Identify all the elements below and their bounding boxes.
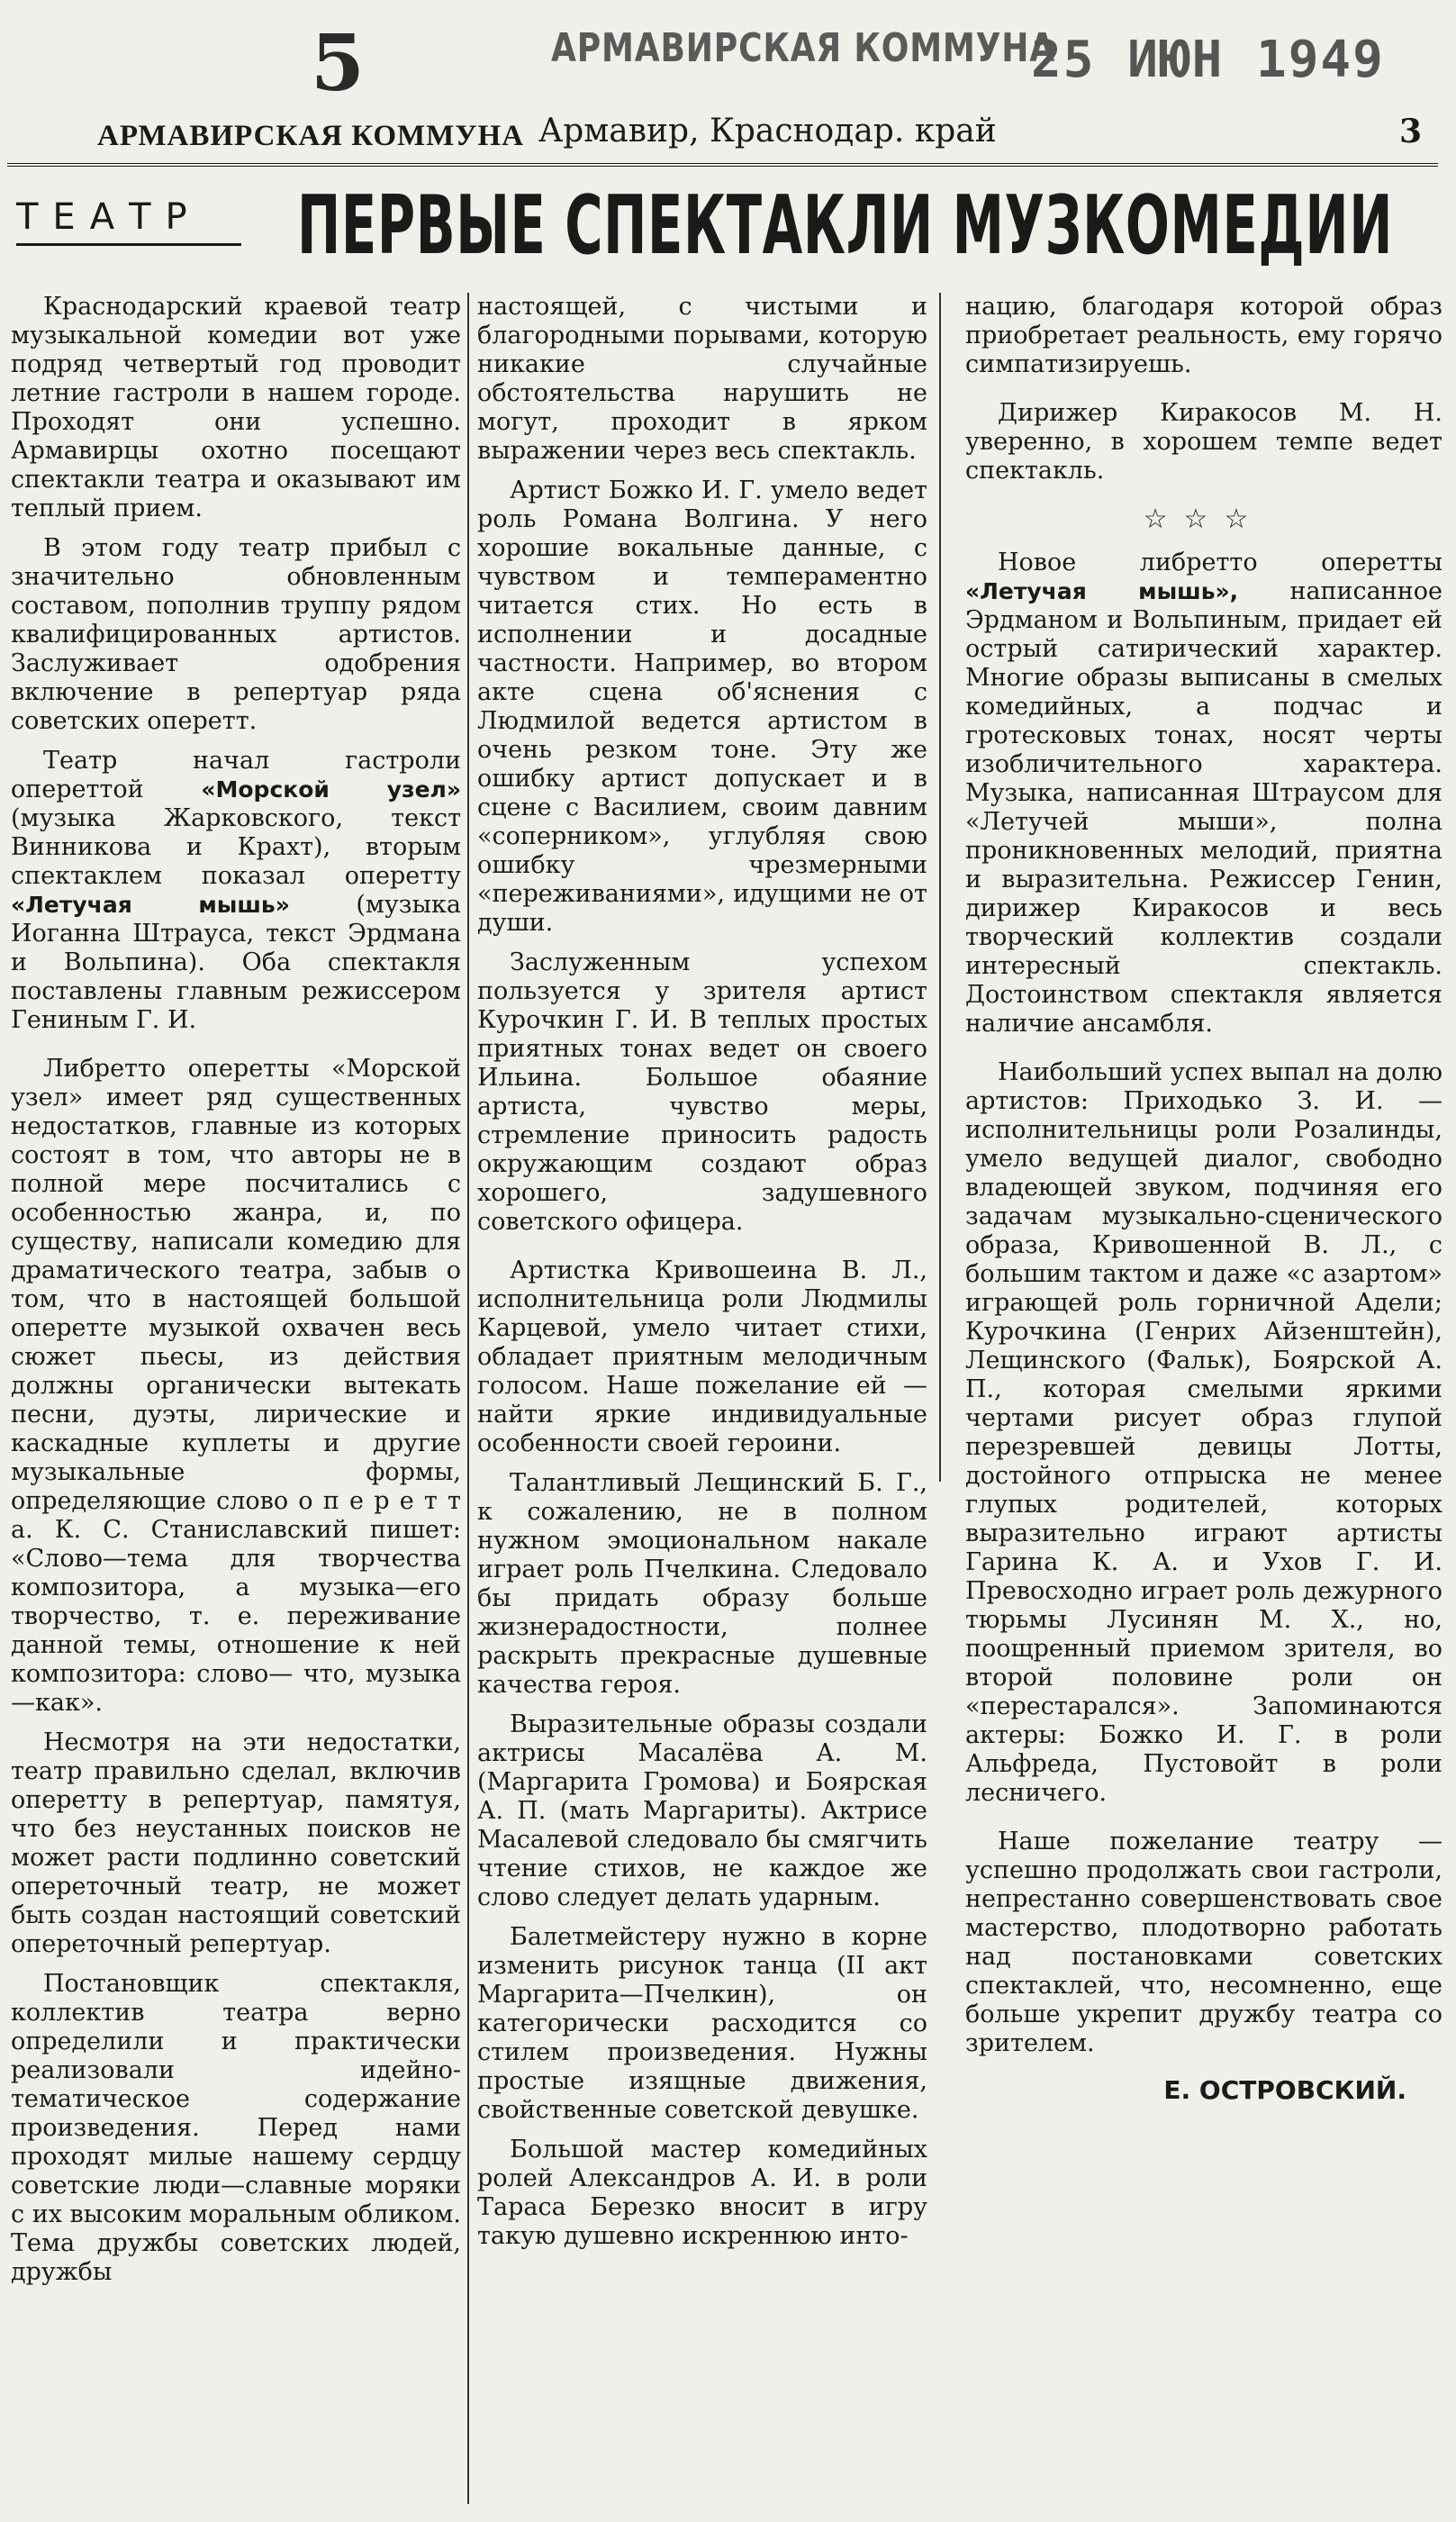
article-headline: ПЕРВЫЕ СПЕКТАКЛИ МУЗКОМЕДИИ bbox=[297, 178, 1394, 273]
paragraph: В этом году театр прибыл с значительно обновленным составом, пополнив труппу рядом квалифицированных артистов. Заслуживает одобрения включение в репертуар ряда советских оперетт. bbox=[11, 534, 461, 735]
section-break-stars: ☆☆☆ bbox=[1143, 503, 1265, 535]
paragraph: Дирижер Киракосов М. Н. уверенно, в хорошем темпе ведет спектакль. bbox=[965, 399, 1442, 485]
paragraph: Балетмейстеру нужно в корне изменить рисунок танца (II акт Маргарита—Пчелкин), он категорически расходится со стилем произведения. Нужны простые изящные движения, свойственные советской девушке. bbox=[477, 1923, 927, 2124]
article-column-1 bbox=[11, 293, 461, 2298]
masthead bbox=[7, 104, 1438, 167]
masthead-page-number: 3 bbox=[1398, 113, 1422, 150]
masthead-place: Армавир, Краснодар. край bbox=[538, 113, 997, 150]
text-run: (музыка Иоганна Штрауса, текст Эрдмана и Вольпина). Оба спектакля поставлены главным режиссером Гениным Г. И. bbox=[11, 891, 461, 1034]
paragraph: настоящей, с чистыми и благородными порывами, которую никакие случайные обстоятельства нарушить не могут, проходит в ярком выражении через весь спектакль. bbox=[477, 293, 927, 465]
author-signature: Е. ОСТРОВСКИЙ. bbox=[1163, 2075, 1406, 2105]
play-title: «Летучая мышь», bbox=[965, 578, 1239, 604]
paragraph: Наше пожелание театру — успешно продолжать свои гастроли, непрестанно совершенствовать свое мастерство, плодотворно работать над постановками советских спектаклей, что, несомненно, еще больше укрепит дружбу театра со зрителем. bbox=[965, 1828, 1442, 2057]
paragraph bbox=[11, 747, 461, 1035]
text-run: написанное Эрдманом и Вольпиным, придает ей острый сатирический характер. Многие образы выписаны в смелых комедийных, а подчас и гротесковых тонах, носят черты изобличительного характера. Музыка, написанная Штраусом для «Летучей мыши», полна проникновенных мелодий, приятна и выразительна. Режиссер Генин, дирижер Киракосов и весь творческий коллектив создали интересный спектакль. Достоинством спектакля является наличие ансамбля. bbox=[965, 577, 1442, 1038]
paragraph: Артистка Кривошеина В. Л., исполнительница роли Людмилы Карцевой, умело читает стихи, обладает приятным мелодичным голосом. Наше пожелание ей — найти яркие индивидуальные особенности своей героини. bbox=[477, 1256, 927, 1457]
text-run: Новое либретто оперетты bbox=[998, 549, 1442, 576]
paragraph: Артист Божко И. Г. умело ведет роль Романа Волгина. У него хорошие вокальные данные, с чувством и темпераментно читается стих. Но есть в исполнении и досадные частности. Например, во втором акте сцена об'яснения с Людмилой ведется артистом в очень резком тоне. Эту же ошибку артист допускает и в сцене с Василием, своим давним «соперником», углубляя свою ошибку чрезмерными «переживаниями», идущими не от души. bbox=[477, 476, 927, 937]
paragraph: Либретто оперетты «Морской узел» имеет ряд существенных недостатков, главные из которых состоят в том, что авторы не в полной мере посчитались с особенностью жанра, и, по существу, написали комедию для драматического театра, забыв о том, что в настоящей большой оперетте музыкой охвачен весь сюжет пьесы, из действия должны органически вытекать песни, дуэты, лирические и каскадные куплеты и другие музыкальные формы, определяющие слово о п е р е т т а. К. С. Станиславский пишет: «Слово—тема для творчества композитора, а музыка—его творчество, т. е. переживание данной темы, отношение к ней композитора: слово— что, музыка—как». bbox=[11, 1055, 461, 1717]
section-rubric: ТЕАТР bbox=[16, 196, 241, 246]
paragraph: Большой мастер комедийных ролей Александров А. И. в роли Тараса Березко вносит в игру такую душевно искреннюю инто- bbox=[477, 2136, 927, 2250]
column-divider bbox=[467, 293, 469, 2504]
paragraph bbox=[965, 549, 1442, 1039]
archive-stamp-paper: АРМАВИРСКАЯ КОММУНА bbox=[551, 25, 1056, 71]
text-run: (музыка Жарковского, текст Винникова и Крахт), вторым спектаклем показал оперетту bbox=[11, 804, 461, 890]
article-column-2 bbox=[477, 293, 927, 2262]
play-title: «Летучая мышь» bbox=[11, 892, 290, 918]
archive-stamp-date: 25 ИЮН 1949 bbox=[1031, 31, 1385, 89]
article-column-3 bbox=[965, 293, 1442, 2105]
paragraph: Несмотря на эти недостатки, театр правильно сделал, включив оперетту в репертуар, памятуя, что без неустанных поисков не может расти подлинно советский опереточный театр, не может быть создан настоящий советский опереточный репертуар. bbox=[11, 1728, 461, 1958]
paragraph: Краснодарский краевой театр музыкальной комедии вот уже подряд четвертый год проводит летние гастроли в нашем городе. Проходят они успешно. Армавирцы охотно посещают спектакли театра и оказывают им теплый прием. bbox=[11, 293, 461, 522]
paragraph: Наибольший успех выпал на долю артистов: Приходько З. И. —исполнительницы роли Розалинды, умело ведущей диалог, свободно владеющей звуком, подчиняя его задачам музыкально-сценического образа, Кривошенной В. Л., с большим тактом и даже «с азартом» играющей роль горничной Адели; Курочкина (Генрих Айзенштейн), Лещинского (Фальк), Боярской А. П., которая смелыми яркими чертами рисует образ глупой перезревшей девицы Лотты, достойного отпрыска не менее глупых родителей, которых выразительно играют артисты Гарина К. А. и Ухов Г. И. Превосходно играет роль дежурного тюрьмы Лусинян М. Х., но, поощренный приемом зрителя, во второй половине роли он «перестарался». Запоминаются актеры: Божко И. Г. в роли Альфреда, Пустовойт в роли лесничего. bbox=[965, 1058, 1442, 1807]
masthead-paper-title: АРМАВИРСКАЯ КОММУНА bbox=[97, 120, 525, 152]
paragraph: Выразительные образы создали актрисы Масалёва А. М. (Маргарита Громова) и Боярская А. П. (мать Маргариты). Актрисе Масалевой следовало бы смягчить чтение стихов, не каждое же слово следует делать ударным. bbox=[477, 1710, 927, 1911]
paragraph: Талантливый Лещинский Б. Г., к сожалению, не в полном нужном эмоциональном накале играет роль Пчелкина. Следовало бы придать образу больше жизнерадостности, полнее раскрыть прекрасные душевные качества героя. bbox=[477, 1469, 927, 1699]
text-run: Театр начал гастроли опереттой bbox=[11, 747, 461, 803]
handwritten-page-mark: 5 bbox=[311, 18, 365, 109]
paragraph: Постановщик спектакля, коллектив театра верно определили и практически реализовали идейно-тематическое содержание произведения. Перед нами проходят милые нашему сердцу советские люди—славные моряки с их высоким моральным обликом. Тема дружбы советских людей, дружбы bbox=[11, 1970, 461, 2286]
paragraph: нацию, благодаря которой образ приобретает реальность, ему горячо симпатизируешь. bbox=[965, 293, 1442, 378]
paragraph: Заслуженным успехом пользуется у зрителя артист Курочкин Г. И. В теплых простых приятных тонах ведет он своего Ильина. Большое обаяние артиста, чувство меры, стремление приносить радость окружающим создают образ хорошего, задушевного советского офицера. bbox=[477, 948, 927, 1236]
column-divider bbox=[939, 293, 941, 1482]
play-title: «Морской узел» bbox=[201, 776, 461, 803]
